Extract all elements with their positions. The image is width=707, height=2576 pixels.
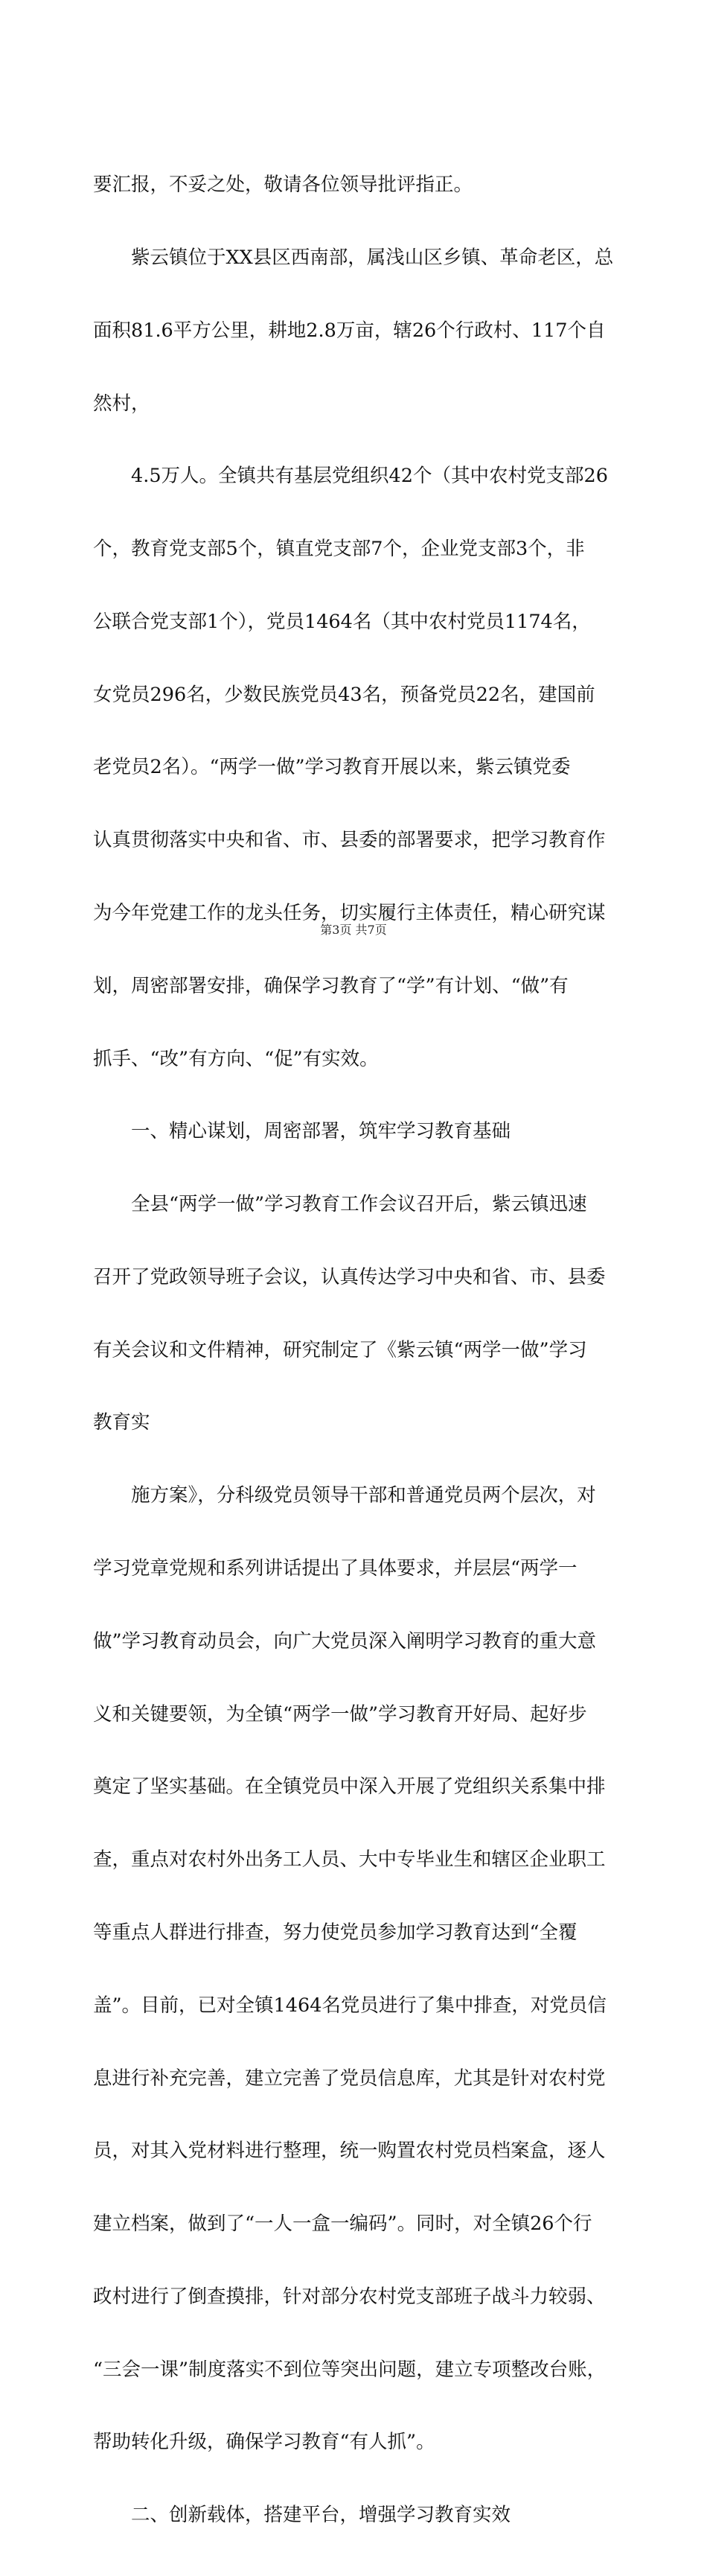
text-line: “三会一课”制度落实不到位等突出问题，建立专项整改台账， xyxy=(93,2358,607,2381)
text-line: 为今年党建工作的龙头任务，切实履行主体责任，精心研究谋 xyxy=(93,902,606,924)
text-line: 施方案》，分科级党员领导干部和普通党员两个层次，对 xyxy=(93,1484,596,1507)
section-heading: 二、创新载体，搭建平台，增强学习教育实效 xyxy=(93,2504,511,2527)
text-line: 女党员296名，少数民族党员43名，预备党员22名，建国前 xyxy=(93,683,595,706)
text-line: 个，教育党支部5个，镇直党支部7个，企业党支部3个，非 xyxy=(93,538,585,561)
text-line: 面积81.6平方公里，耕地2.8万亩，辖26个行政村、117个自 xyxy=(93,319,606,342)
document-body xyxy=(93,124,614,2576)
text-line: 然村， xyxy=(93,392,150,415)
text-line: 奠定了坚实基础。在全镇党员中深入开展了党组织关系集中排 xyxy=(93,1775,606,1799)
text-line: 老党员2名）。“两学一做”学习教育开展以来，紫云镇党委 xyxy=(93,756,571,779)
text-line: 召开了党政领导班子会议，认真传达学习中央和省、市、县委 xyxy=(93,1265,606,1288)
text-line: 政村进行了倒查摸排，针对部分农村党支部班子战斗力较弱、 xyxy=(93,2285,606,2308)
text-line: 员，对其入党材料进行整理，统一购置农村党员档案盒，逐人 xyxy=(93,2140,606,2163)
section-heading: 一、精心谋划，周密部署，筑牢学习教育基础 xyxy=(93,1120,511,1143)
text-block xyxy=(93,124,614,2576)
text-line: 学习党章党规和系列讲话提出了具体要求，并层层“两学一 xyxy=(93,1557,578,1580)
text-line: 息进行补充完善，建立完善了党员信息库，尤其是针对农村党 xyxy=(93,2067,606,2090)
text-line: 全县“两学一做”学习教育工作会议召开后，紫云镇迅速 xyxy=(93,1193,587,1216)
text-line: 要汇报，不妥之处，敬请各位领导批评指正。 xyxy=(93,174,473,197)
text-line: 教育实 xyxy=(93,1411,150,1434)
text-line: 帮助转化升级，确保学习教育“有人抓”。 xyxy=(93,2431,435,2454)
text-line: 认真贯彻落实中央和省、市、县委的部署要求，把学习教育作 xyxy=(93,829,606,852)
text-line: 盖”。目前，已对全镇1464名党员进行了集中排查，对党员信 xyxy=(93,1994,607,2017)
text-line: 查，重点对农村外出务工人员、大中专毕业生和辖区企业职工 xyxy=(93,1848,606,1871)
page-footer xyxy=(0,923,707,938)
page-number: 第3页 共7页 xyxy=(320,923,387,937)
text-line: 做”学习教育动员会，向广大党员深入阐明学习教育的重大意 xyxy=(93,1629,597,1653)
text-line: 紫云镇位于XX县区西南部，属浅山区乡镇、革命老区，总 xyxy=(93,246,614,269)
text-line: 4.5万人。全镇共有基层党组织42个（其中农村党支部26 xyxy=(93,465,608,488)
text-line: 公联合党支部1个），党员1464名（其中农村党员1174名， xyxy=(93,610,591,633)
text-line: 有关会议和文件精神，研究制定了《紫云镇“两学一做”学习 xyxy=(93,1338,587,1361)
text-line: 义和关键要领，为全镇“两学一做”学习教育开好局、起好步 xyxy=(93,1702,587,1726)
text-line: 等重点人群进行排查，努力使党员参加学习教育达到“全覆 xyxy=(93,1921,578,1944)
text-line: 建立档案，做到了“一人一盒一编码”。同时，对全镇26个行 xyxy=(93,2213,592,2236)
text-line: 划，周密部署安排，确保学习教育了“学”有计划、“做”有 xyxy=(93,974,569,997)
text-line: 抓手、“改”有方向、“促”有实效。 xyxy=(93,1047,379,1070)
